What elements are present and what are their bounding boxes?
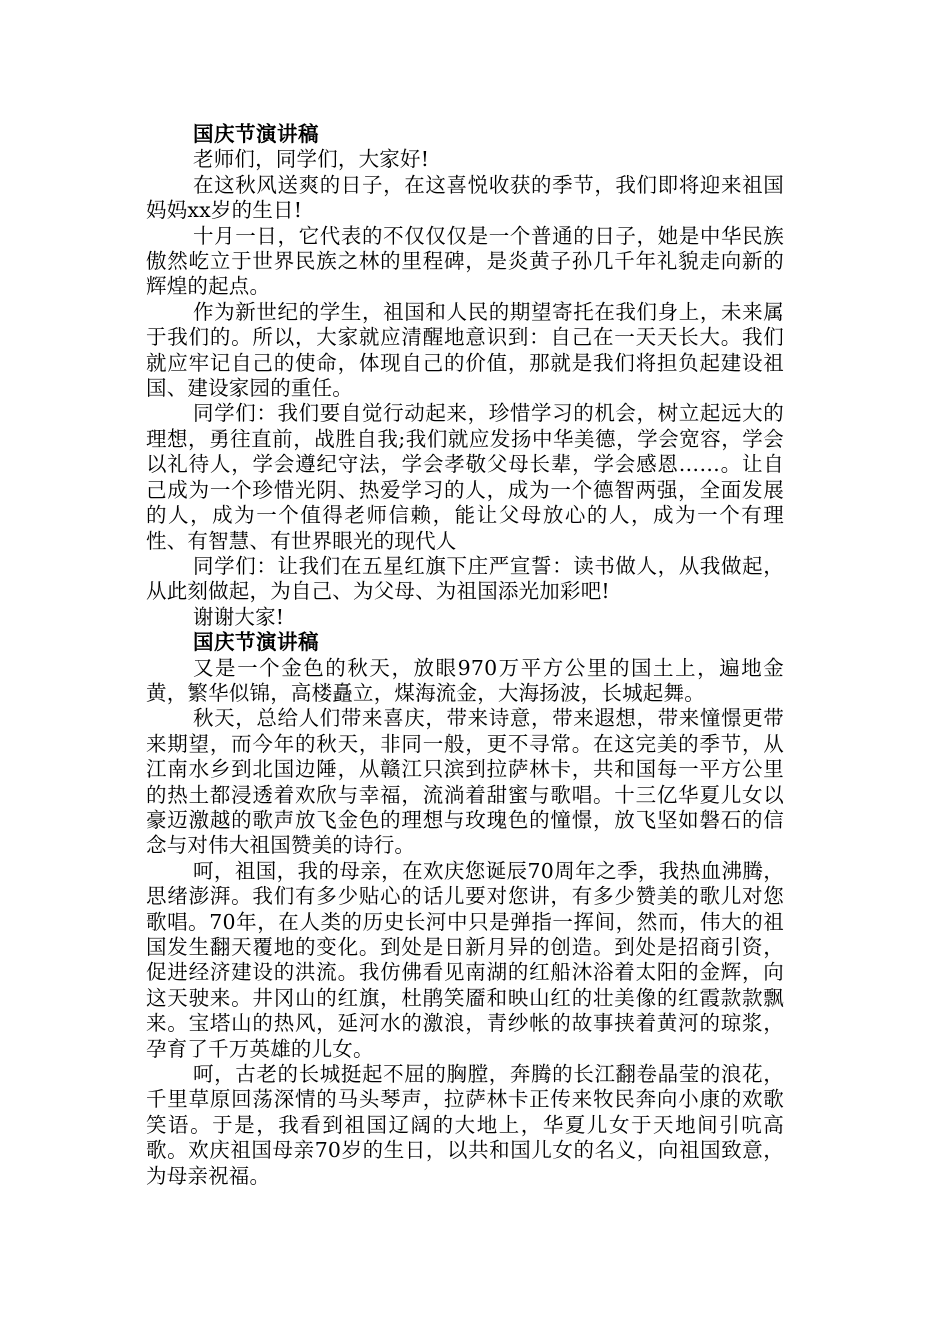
paragraph: 谢谢大家! xyxy=(193,604,285,629)
paragraph: 秋天，总给人们带来喜庆，带来诗意，带来遐想，带来憧憬更带来期望，而今年的秋天，非同一般，更不寻常。在这完美的季节，从江南水乡到北国边陲，从赣江只滨到拉萨林卡，共和国每一平方公里的热土都浸透着欢欣与幸福，流淌着甜蜜与歌唱。十三亿华夏儿女以豪迈激越的歌声放飞金色的理想与玫瑰色的憧憬，放飞坚如磐石的信念与对伟大祖国赞美的诗行。 xyxy=(146,706,784,858)
speech-section-2 xyxy=(146,630,784,1189)
section-title: 国庆节演讲稿 xyxy=(193,122,319,146)
document-page xyxy=(146,122,784,1189)
paragraph: 作为新世纪的学生，祖国和人民的期望寄托在我们身上，未来属于我们的。所以，大家就应清醒地意识到：自己在一天天长大。我们就应牢记自己的使命，体现自己的价值，那就是我们将担负起建设祖国、建设家园的重任。 xyxy=(146,299,784,401)
paragraph: 又是一个金色的秋天，放眼970万平方公里的国土上，遍地金黄，繁华似锦，高楼矗立，煤海流金，大海扬波，长城起舞。 xyxy=(146,655,784,705)
speech-section-1 xyxy=(146,122,784,630)
section-title: 国庆节演讲稿 xyxy=(193,630,319,655)
paragraph: 十月一日，它代表的不仅仅仅是一个普通的日子，她是中华民族傲然屹立于世界民族之林的里程碑，是炎黄子孙几千年礼貌走向新的辉煌的起点。 xyxy=(146,223,784,299)
paragraph: 老师们，同学们，大家好! xyxy=(193,147,430,172)
paragraph: 在这秋风送爽的日子，在这喜悦收获的季节，我们即将迎来祖国妈妈xx岁的生日! xyxy=(146,172,784,223)
paragraph: 呵，祖国，我的母亲，在欢庆您诞辰70周年之季，我热血沸腾，思绪澎湃。我们有多少贴心的话儿要对您讲，有多少赞美的歌儿对您歌唱。70年，在人类的历史长河中只是弹指一挥间，然而，伟大的祖国发生翻天覆地的变化。到处是日新月异的创造。到处是招商引资，促进经济建设的洪流。我仿佛看见南湖的红船沐浴着太阳的金辉，向这天驶来。井冈山的红旗，杜鹃笑靥和映山红的壮美像的红霞款款飘来。宝塔山的热风，延河水的激浪，青纱帐的故事挟着黄河的琼浆，孕育了千万英雄的儿女。 xyxy=(146,858,784,1061)
paragraph: 同学们：让我们在五星红旗下庄严宣誓：读书做人，从我做起，从此刻做起，为自己、为父母、为祖国添光加彩吧! xyxy=(146,553,784,604)
paragraph: 呵，古老的长城挺起不屈的胸膛，奔腾的长江翻卷晶莹的浪花，千里草原回荡深情的马头琴声，拉萨林卡正传来牧民奔向小康的欢歌笑语。于是，我看到祖国辽阔的大地上，华夏儿女于天地间引吭高歌。欢庆祖国母亲70岁的生日，以共和国儿女的名义，向祖国致意，为母亲祝福。 xyxy=(146,1062,784,1188)
paragraph: 同学们：我们要自觉行动起来，珍惜学习的机会，树立起远大的理想，勇往直前，战胜自我;我们就应发扬中华美德，学会宽容，学会以礼待人，学会遵纪守法，学会孝敬父母长辈，学会感恩……。让自己成为一个珍惜光阴、热爱学习的人，成为一个德智两强，全面发展的人，成为一个值得老师信赖，能让父母放心的人，成为一个有理性、有智慧、有世界眼光的现代人 xyxy=(146,401,784,553)
